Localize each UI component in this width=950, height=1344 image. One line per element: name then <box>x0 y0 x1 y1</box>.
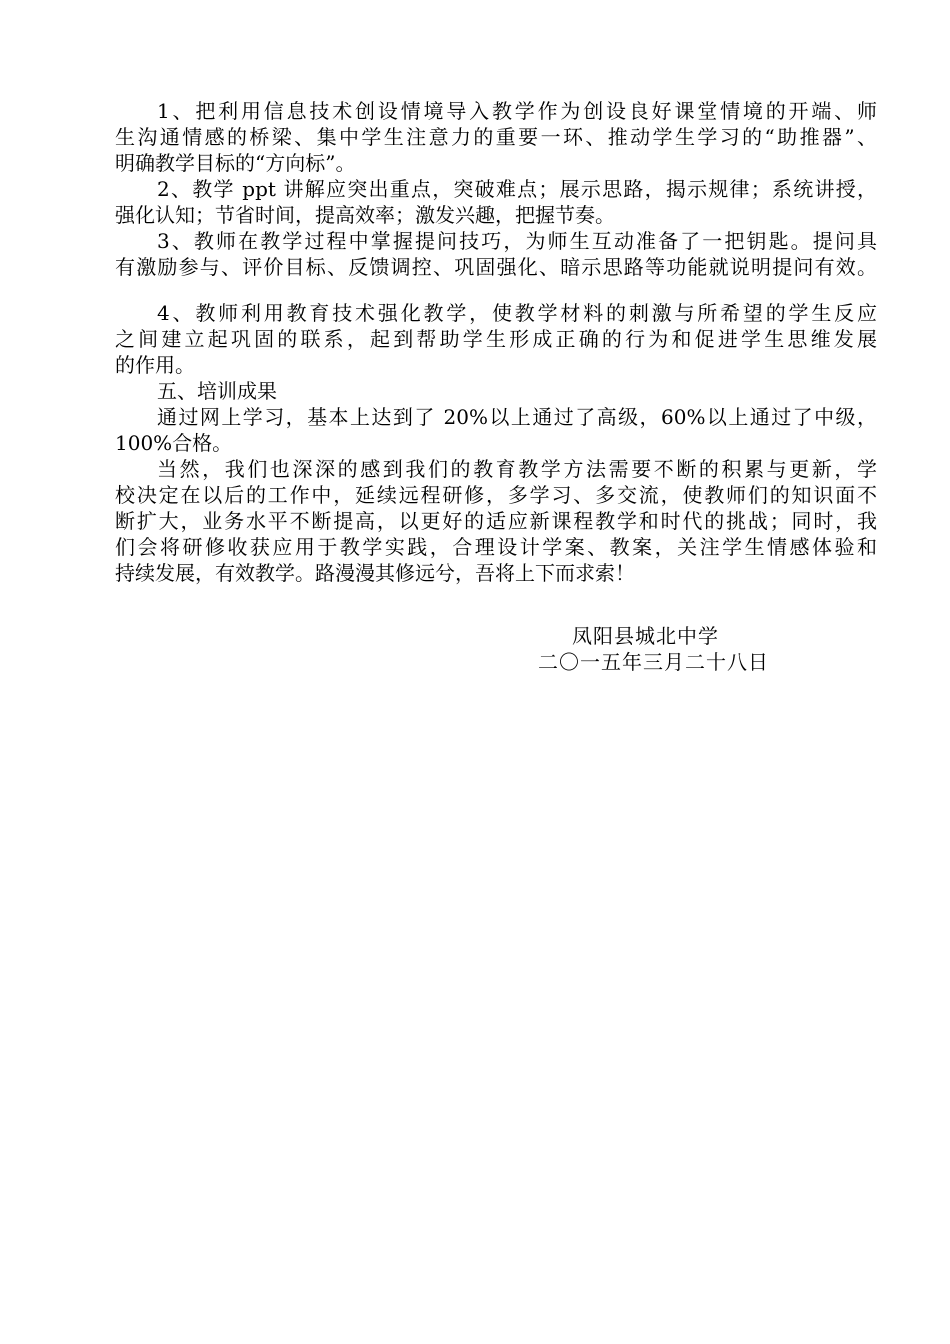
p2-line-1: 2、教学 ppt 讲解应突出重点，突破难点；展示思路，揭示规律；系统讲授， <box>157 177 877 201</box>
p6-line-3: 断扩大，业务水平不断提高，以更好的适应新课程教学和时代的挑战；同时，我 <box>115 509 877 533</box>
p4-line-3: 的作用。 <box>115 353 195 377</box>
p6-line-4: 们会将研修收获应用于教学实践，合理设计学案、教案，关注学生情感体验和 <box>115 535 877 559</box>
p1-line-3: 明确教学目标的“方向标”。 <box>115 151 356 175</box>
p1-line-1: 1、把利用信息技术创设情境导入教学作为创设良好课堂情境的开端、师 <box>157 99 877 123</box>
p4-line-2: 之间建立起巩固的联系，起到帮助学生形成正确的行为和促进学生思维发展 <box>115 327 877 351</box>
p6-line-2: 校决定在以后的工作中，延续远程研修，多学习、多交流，使教师们的知识面不 <box>115 483 877 507</box>
p3-line-1: 3、教师在教学过程中掌握提问技巧，为师生互动准备了一把钥匙。提问具 <box>157 229 877 253</box>
p4-line-1: 4、教师利用教育技术强化教学，使教学材料的刺激与所希望的学生反应 <box>157 301 877 325</box>
p1-line-2: 生沟通情感的桥梁、集中学生注意力的重要一环、推动学生学习的“助推器”、 <box>115 125 877 149</box>
section-heading-results: 五、培训成果 <box>157 379 277 403</box>
p5-line-1: 通过网上学习，基本上达到了 20%以上通过了高级，60%以上通过了中级， <box>157 405 877 429</box>
p6-line-5: 持续发展，有效教学。路漫漫其修远兮，吾将上下而求索！ <box>115 561 635 585</box>
p5-line-2: 100%合格。 <box>115 431 233 455</box>
p2-line-2: 强化认知；节省时间，提高效率；激发兴趣，把握节奏。 <box>115 203 615 227</box>
p6-line-1: 当然，我们也深深的感到我们的教育教学方法需要不断的积累与更新，学 <box>157 457 877 481</box>
p3-line-2: 有激励参与、评价目标、反馈调控、巩固强化、暗示思路等功能就说明提问有效。 <box>115 255 877 279</box>
signature-date: 二〇一五年三月二十八日 <box>538 650 769 674</box>
signature-organization: 凤阳县城北中学 <box>572 624 719 648</box>
